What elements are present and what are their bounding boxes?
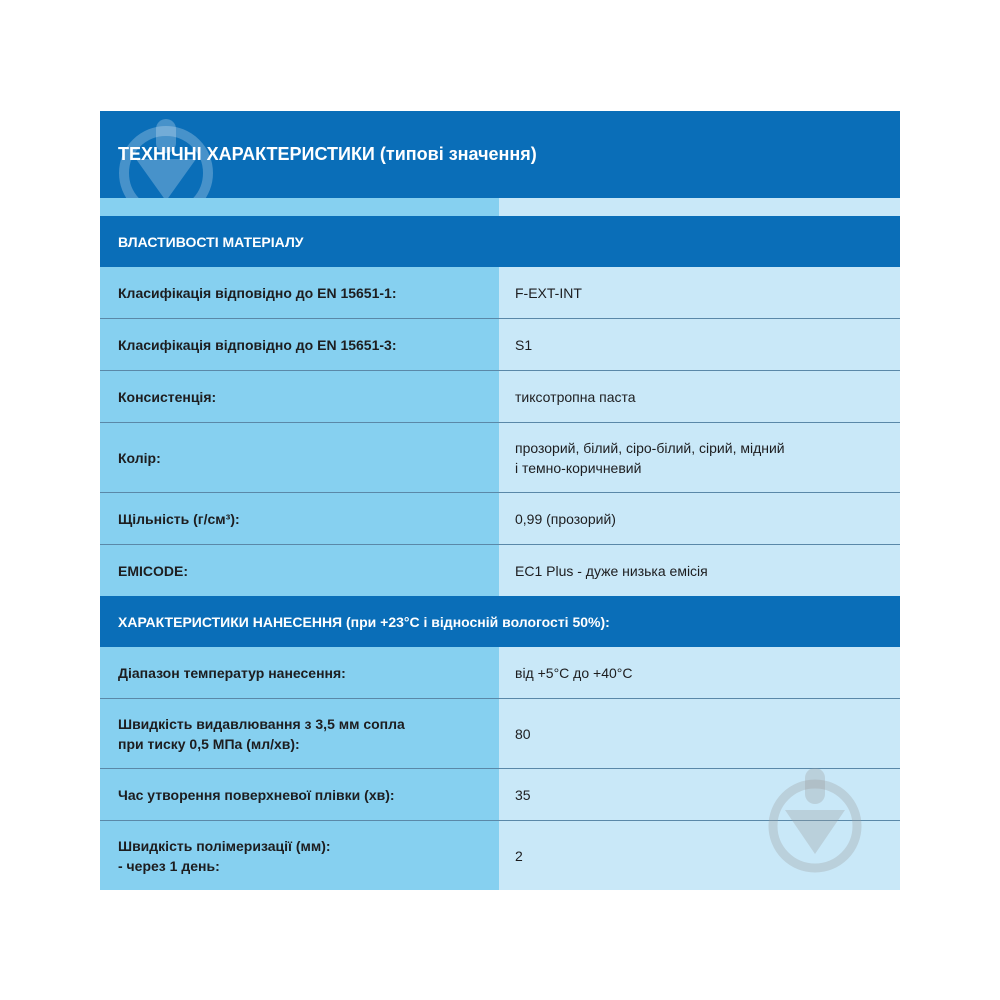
download-watermark-icon [763,764,867,874]
table-row [100,647,900,698]
row-label: Класифікація відповідно до EN 15651-1: [100,267,499,318]
table-row [100,422,900,492]
row-label: EMICODE: [100,545,499,596]
section-title: ВЛАСТИВОСТІ МАТЕРІАЛУ [118,233,304,250]
row-value: 2 [499,821,900,890]
row-label [100,821,499,890]
title-main: ТЕХНІЧНІ ХАРАКТЕРИСТИКИ [118,144,375,164]
row-label: Час утворення поверхневої плівки (хв): [100,769,499,820]
row-value: S1 [499,319,900,370]
row-label-line: Швидкість полімеризації (мм): [118,837,331,854]
spacer-row [100,198,900,216]
row-label: Класифікація відповідно до EN 15651-3: [100,319,499,370]
row-label: Щільність (г/см³): [100,493,499,544]
table-row [100,318,900,370]
row-value-line: прозорий, білий, сіро-білий, сірий, мідний [515,439,785,456]
section-subtitle: (при +23°C і відносній вологості 50%): [346,613,610,630]
table-row [100,370,900,422]
row-value [499,423,900,492]
title-suffix: (типові значення) [379,144,537,164]
row-value: 0,99 (прозорий) [499,493,900,544]
row-value: 80 [499,699,900,768]
row-label: Діапазон температур нанесення: [100,647,499,698]
table-row [100,544,900,596]
row-label: Колір: [100,423,499,492]
table-row [100,698,900,768]
section-header-material-properties [100,216,900,267]
table-row [100,492,900,544]
row-label-line: Швидкість видавлювання з 3,5 мм сопла [118,715,405,732]
row-label [100,699,499,768]
title-bar [100,111,900,198]
row-value: 35 [499,769,900,820]
row-value-line: і темно-коричневий [515,459,642,476]
row-label: Консистенція: [100,371,499,422]
section-header-application-properties [100,596,900,647]
row-label-line: при тиску 0,5 МПа (мл/хв): [118,735,300,752]
row-value: тиксотропна паста [499,371,900,422]
table-row [100,267,900,318]
row-label-line: - через 1 день: [118,857,220,874]
row-value: F-EXT-INT [499,267,900,318]
row-value: EC1 Plus - дуже низька емісія [499,545,900,596]
section-title: ХАРАКТЕРИСТИКИ НАНЕСЕННЯ [118,613,343,630]
page-title [118,144,537,165]
row-value: від +5°C до +40°C [499,647,900,698]
